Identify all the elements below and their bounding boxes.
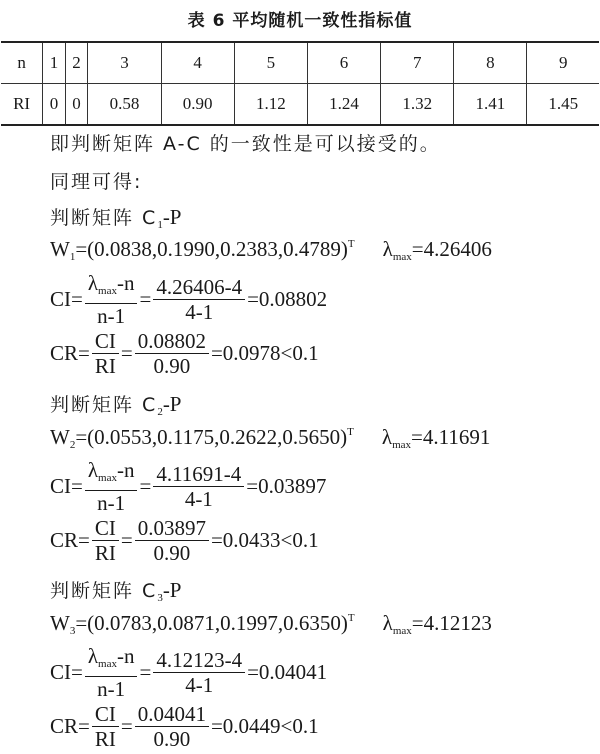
table-cell: 1.32	[381, 84, 454, 126]
table-cell: 5	[234, 42, 307, 84]
ci-formula-1: CI= $\frac{\lambda_{max}-n}{n-1}$ = $\frac{4.26406-4}{4-1}$ =0.08802	[50, 271, 328, 328]
matrix-c3-heading: 判断矩阵 $C_3-P$	[50, 578, 182, 604]
matrix-c2-heading: 判断矩阵 $C_2-P$	[50, 392, 182, 418]
table-cell: 7	[381, 42, 454, 84]
ri-table	[1, 41, 599, 126]
table-cell: 8	[454, 42, 527, 84]
table-cell: 1.45	[527, 84, 599, 126]
table-cell: 1.12	[234, 84, 307, 126]
table-cell: 1.24	[307, 84, 380, 126]
ci-formula-3: CI= $\frac{\lambda_{max}-n}{n-1}$ = $\frac{4.12123-4}{4-1}$ =0.04041	[50, 644, 328, 701]
table-cell: 3	[88, 42, 161, 84]
table-cell: RI	[1, 84, 43, 126]
table-row	[1, 84, 599, 126]
ci-formula-2: CI= $\frac{\lambda_{max}-n}{n-1}$ = $\frac{4.11691-4}{4-1}$ =0.03897	[50, 458, 327, 515]
table-cell: 4	[161, 42, 234, 84]
table-cell: 9	[527, 42, 599, 84]
table-cell: 0	[65, 84, 88, 126]
weight-vector-1: $W_1=(0.0838,0.1990,0.2383,0.4789)^T$ $\lambda_{max}=4.26406$	[50, 237, 492, 263]
weight-vector-2: $W_2=(0.0553,0.1175,0.2622,0.5650)^T$ $\lambda_{max}=4.11691$	[50, 425, 491, 451]
similarly-statement: 同理可得:	[50, 171, 143, 193]
table-cell: 1	[43, 42, 66, 84]
table-cell: 0.90	[161, 84, 234, 126]
table-caption: 表 6 平均随机一致性指标值	[187, 11, 413, 31]
cr-formula-1: CR= $\frac{CI}{RI}$ = $\frac{0.08802}{0.90}$ =0.0978<0.1	[50, 329, 319, 378]
table-cell: 1.41	[454, 84, 527, 126]
table-cell: 6	[307, 42, 380, 84]
table-cell: 2	[65, 42, 88, 84]
cr-formula-2: CR= $\frac{CI}{RI}$ = $\frac{0.03897}{0.90}$ =0.0433<0.1	[50, 516, 319, 565]
table-cell: n	[1, 42, 43, 84]
matrix-c1-heading: 判断矩阵 $C_1-P$	[50, 205, 182, 231]
table-cell: 0	[43, 84, 66, 126]
acceptable-statement: 即判断矩阵 A-C 的一致性是可以接受的。	[50, 133, 441, 155]
weight-vector-3: $W_3=(0.0783,0.0871,0.1997,0.6350)^T$ $\lambda_{max}=4.12123$	[50, 611, 492, 637]
table-cell: 0.58	[88, 84, 161, 126]
cr-formula-3: CR= $\frac{CI}{RI}$ = $\frac{0.04041}{0.90}$ =0.0449<0.1	[50, 702, 319, 751]
table-header-row	[1, 42, 599, 84]
